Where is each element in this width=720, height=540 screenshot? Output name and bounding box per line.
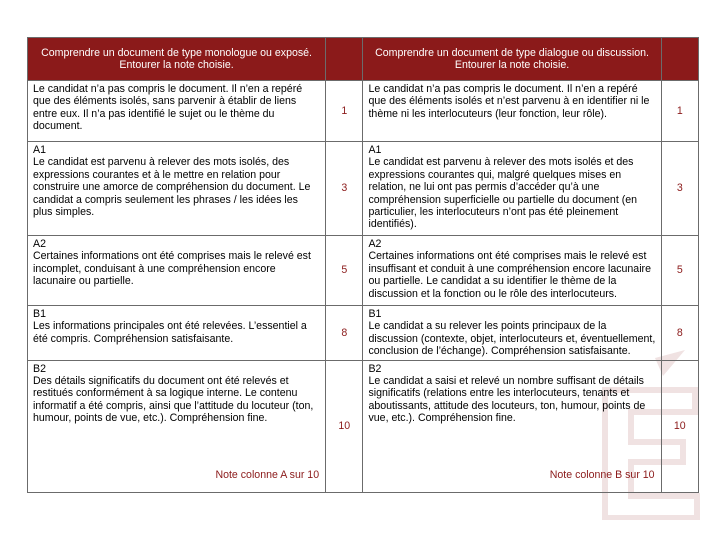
description-text: Le candidat est parvenu à relever des mots isolés et des expressions courantes qui, malgré quelques mises en relation, ne lui ont pas permis d’accéder qu’à une compréhension superficielle ou partielle du document (en particulier, les interlocuteurs n’ont pas été pleinement identifiés).: [368, 156, 638, 231]
level-label: B2: [368, 362, 382, 375]
column-a-description: [28, 306, 326, 361]
table-row: [28, 142, 699, 236]
description-text: Le candidat n’a pas compris le document. Il n’en a repéré que des éléments isolés et n’est parvenu à en identifier ni le thème ni les interlocuteurs (leur fonction, leur rôle).: [368, 83, 650, 120]
column-a-description: [28, 236, 326, 306]
column-b-note[interactable]: 10: [661, 360, 698, 492]
column-b-total-label: Note colonne B sur 10: [549, 469, 655, 482]
level-label: B1: [33, 308, 46, 320]
level-label: B2: [33, 362, 46, 375]
column-b-description: [363, 142, 661, 236]
level-label: B1: [368, 308, 382, 320]
column-b-note[interactable]: 5: [661, 236, 698, 306]
level-label: A1: [33, 144, 46, 156]
column-b-note-header: [661, 38, 698, 81]
description-text: Les informations principales ont été relevées. L’essentiel a été compris. Compréhension satisfaisante.: [33, 320, 307, 345]
level-label: A2: [368, 238, 382, 250]
table-row: [28, 306, 699, 361]
column-b-description: [363, 236, 661, 306]
table-row: [28, 81, 699, 142]
level-label: A1: [368, 144, 382, 156]
description-text: Le candidat a saisi et relevé un nombre suffisant de détails significatifs (relations entre les interlocuteurs, tenants et aboutissants, attitude des locuteurs, ton, humour, points de vue, etc.). Compréhension fine.: [368, 375, 646, 425]
description-text: Des détails significatifs du document ont été relevés et restitués conformément à sa logique interne. Le contenu informatif a été compris, ainsi que l’attitude du locuteur (ton, humour, points de vue, etc.). Compréhension fine.: [33, 375, 314, 425]
column-a-header: Comprendre un document de type monologue ou exposé. Entourer la note choisie.: [28, 38, 326, 81]
level-label: A2: [33, 238, 46, 250]
column-a-description: [28, 360, 326, 492]
table-row: [28, 360, 699, 492]
table-row: [28, 236, 699, 306]
column-a-note[interactable]: 1: [326, 81, 363, 142]
column-a-description: [28, 142, 326, 236]
column-b-header: Comprendre un document de type dialogue ou discussion. Entourer la note choisie.: [363, 38, 661, 81]
evaluation-grid: [27, 37, 699, 493]
column-b-note[interactable]: 3: [661, 142, 698, 236]
column-a-note[interactable]: 3: [326, 142, 363, 236]
description-text: Le candidat est parvenu à relever des mots isolés, des expressions courantes et à le mettre en relation pour construire une amorce de compréhension du document. Le candidat a compris seulement les phrases / les idées les plus simples.: [33, 156, 311, 219]
column-b-description: [363, 81, 661, 142]
column-a-note[interactable]: 5: [326, 236, 363, 306]
description-text: Certaines informations ont été comprises mais le relevé est insuffisant et conduit à une compréhension encore lacunaire ou partielle. Le candidat a su identifier le thème de la discussion et la fonction ou le rôle des interlocuteurs.: [368, 250, 651, 300]
column-b-description: [363, 306, 661, 361]
column-a-note[interactable]: 8: [326, 306, 363, 361]
description-text: Certaines informations ont été comprises mais le relevé est incomplet, conduisant à une compréhension encore lacunaire ou partielle.: [33, 250, 311, 288]
column-b-description: [363, 360, 661, 492]
column-a-total-label: Note colonne A sur 10: [215, 469, 320, 482]
description-text: Le candidat a su relever les points principaux de la discussion (contexte, objet, interlocuteurs et, éventuellement, conclusion de l’échange). Compréhension satisfaisante.: [368, 320, 656, 358]
column-a-note-header: [326, 38, 363, 81]
column-a-description: [28, 81, 326, 142]
description-text: Le candidat n’a pas compris le document. Il n’en a repéré que des éléments isolés, sans parvenir à établir de liens entre eux. Il n’a pas identifié le sujet ou le thème du document.: [33, 83, 303, 133]
column-b-note[interactable]: 8: [661, 306, 698, 361]
column-b-note[interactable]: 1: [661, 81, 698, 142]
column-a-note[interactable]: 10: [326, 360, 363, 492]
